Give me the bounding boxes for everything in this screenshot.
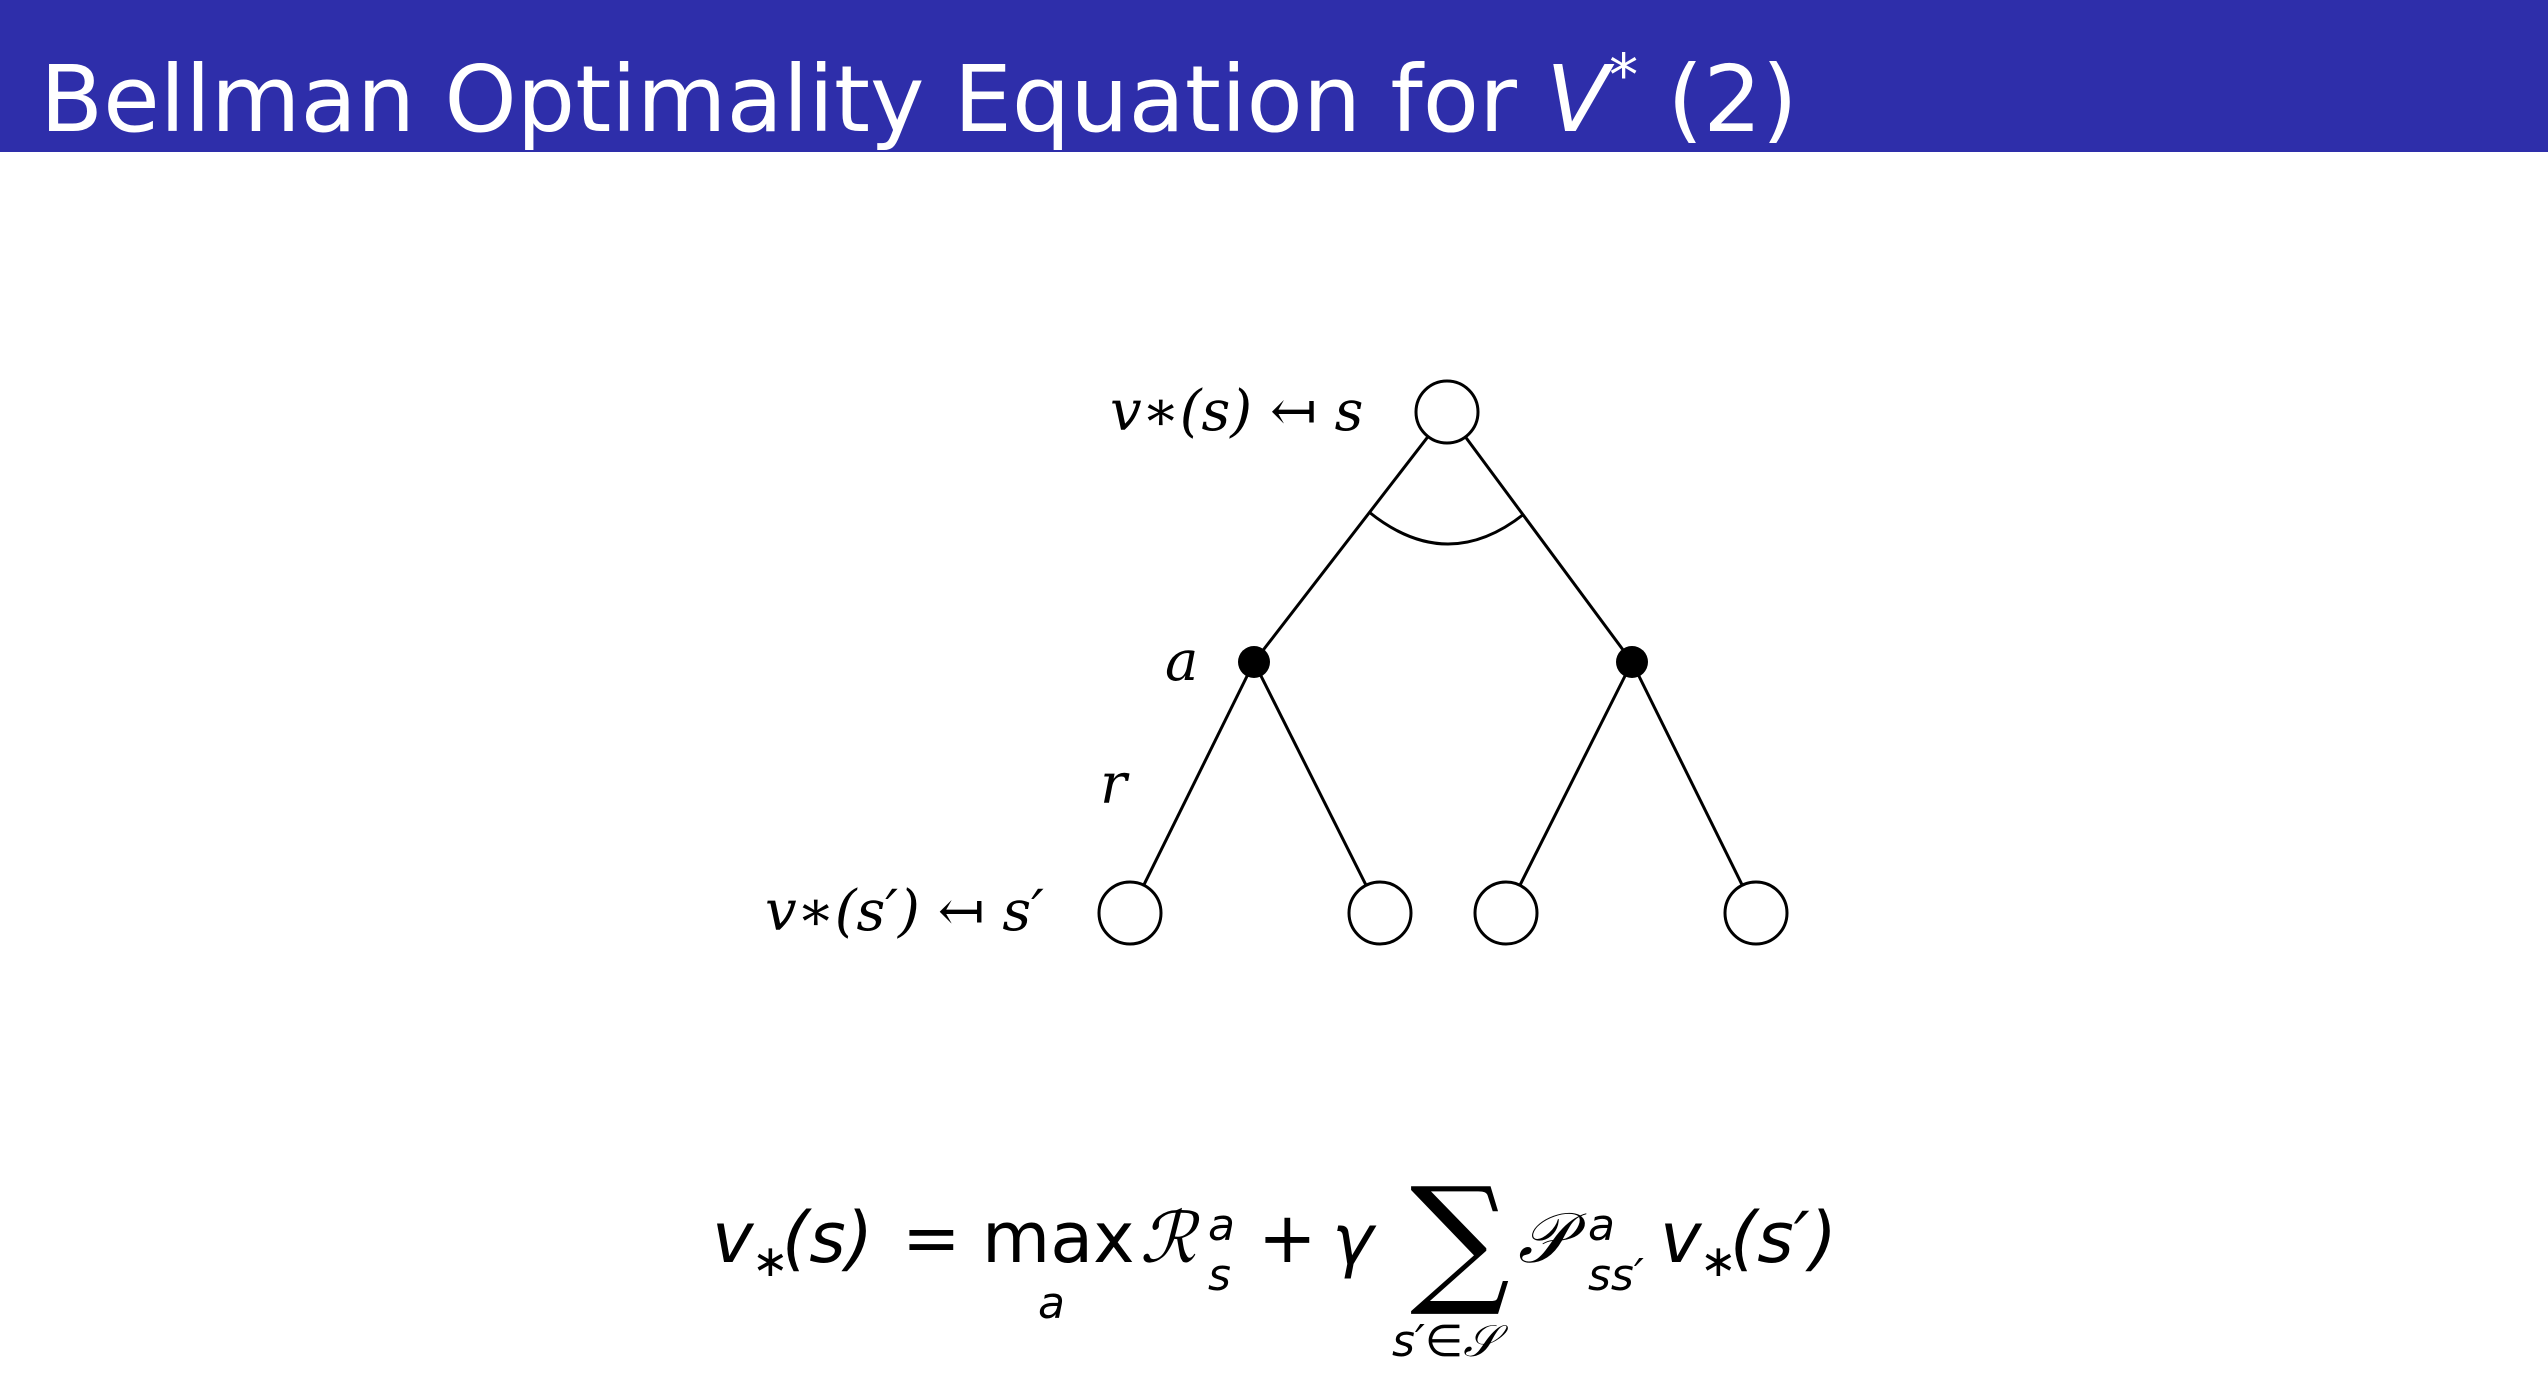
max-arc <box>1369 512 1524 544</box>
eq-reward-symbol: ℛ <box>1140 1197 1196 1279</box>
eq-gamma: γ <box>1332 1199 1374 1281</box>
eq-equals: = <box>902 1197 961 1279</box>
eq-sum: ∑ <box>1410 1158 1510 1321</box>
edge-right-action-leaf-3 <box>1506 662 1632 913</box>
edge-root-action-right <box>1447 412 1632 662</box>
eq-lhs-arg: (s) <box>782 1197 874 1279</box>
eq-sum-sub: s′∈𝒮 <box>1392 1316 1498 1367</box>
eq-rhs-arg: (s′) <box>1730 1197 1837 1279</box>
eq-prob-sub: ss′ <box>1588 1250 1644 1301</box>
eq-prob-sup: a <box>1588 1200 1615 1251</box>
title-main: Bellman Optimality Equation for <box>40 46 1547 153</box>
action-node-left <box>1238 646 1270 678</box>
eq-max-sub: a <box>1038 1278 1065 1329</box>
eq-rhs-v: v <box>1660 1197 1702 1279</box>
edge-right-action-leaf-4 <box>1632 662 1756 913</box>
leaf-label: v∗(s′) ↤ s′ <box>765 879 1044 944</box>
eq-reward-sub: s <box>1208 1250 1231 1301</box>
root-state-node <box>1416 381 1478 443</box>
root-label: v∗(s) ↤ s <box>1110 379 1364 444</box>
edge-left-action-leaf-2 <box>1254 662 1380 913</box>
edge-root-action-left <box>1254 412 1447 662</box>
title-var: V <box>1546 46 1610 153</box>
eq-lhs-v: v <box>712 1197 754 1279</box>
leaf-state-node-1 <box>1099 882 1161 944</box>
action-node-right <box>1616 646 1648 678</box>
title-suffix: (2) <box>1638 46 1798 153</box>
leaf-state-node-4 <box>1725 882 1787 944</box>
reward-label: r <box>1100 752 1127 817</box>
eq-rhs-sub: ∗ <box>1700 1236 1737 1287</box>
eq-reward-sup: a <box>1208 1200 1235 1251</box>
edge-left-action-leaf-1 <box>1130 662 1254 913</box>
leaf-state-node-2 <box>1349 882 1411 944</box>
action-label: a <box>1165 629 1199 694</box>
eq-prob-symbol: 𝒫 <box>1518 1197 1569 1279</box>
eq-plus: + <box>1258 1197 1317 1279</box>
title-sup: * <box>1609 41 1639 109</box>
eq-lhs-sub: ∗ <box>752 1236 789 1287</box>
eq-max: max <box>982 1197 1135 1279</box>
leaf-state-node-3 <box>1475 882 1537 944</box>
